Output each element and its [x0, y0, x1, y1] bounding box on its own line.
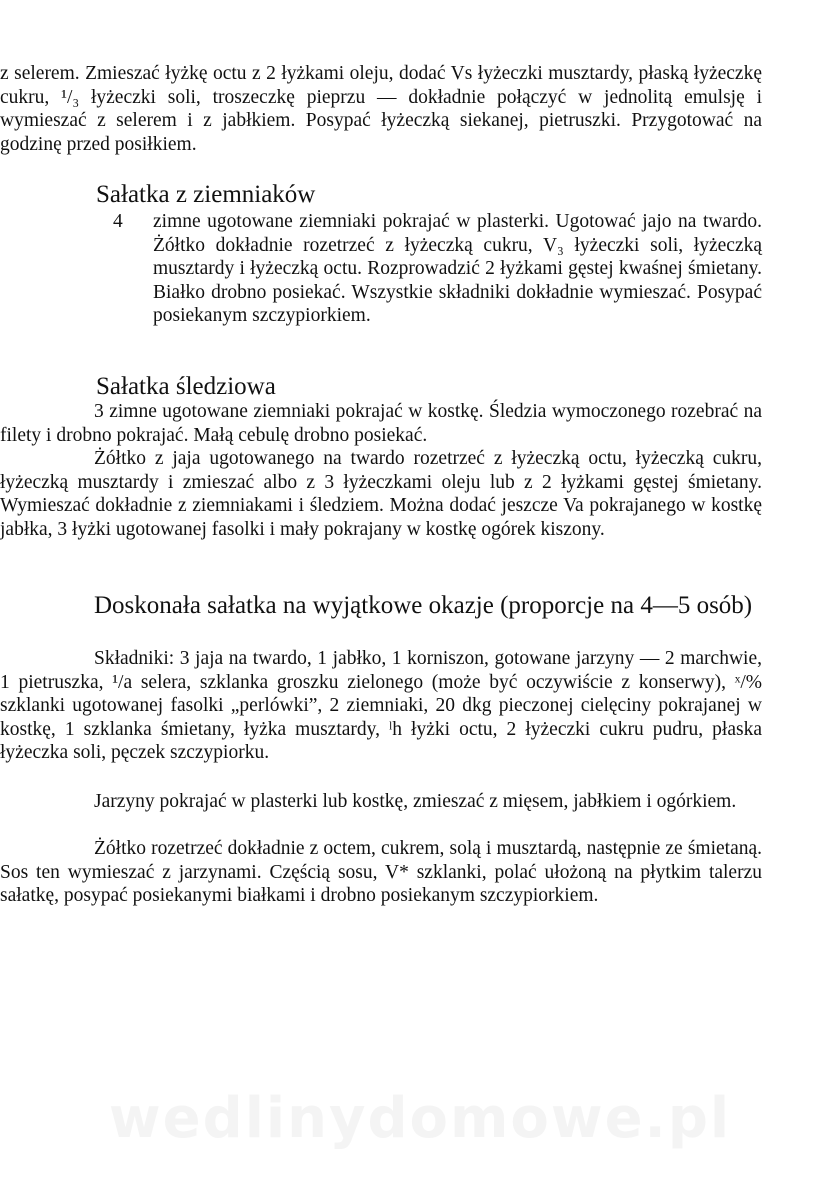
recipe-paragraph: Jarzyny pokrajać w plasterki lub kostkę, zmieszać z mięsem, jabłkiem i ogórkiem.	[94, 791, 737, 812]
recipe-paragraph: Żółtko rozetrzeć dokładnie z octem, cukrem, solą i musztardą, następnie ze śmietaną. Sos ten wymieszać z jarzynami. Częścią sosu, V* szklanki, polać ułożoną na płytkim talerzu sałatkę, posypać posiekanymi białkami i drobno posiekanym szczypiorkiem.	[0, 838, 762, 906]
recipe-title: Sałatka śledziowa	[96, 373, 276, 400]
intro-paragraph	[0, 62, 762, 156]
recipe-paragraph: Składniki: 3 jaja na twardo, 1 jabłko, 1 korniszon, gotowane jarzyny — 2 marchwie, 1 pietruszka, ¹/a selera, szklanka groszku zielonego (może być oczywiście z konserwy), ˣ/% szklanki ugotowanej fasolki „perlówki”, 2 ziemniaki, 20 dkg pieczonej cielęciny pokrajanej w kostkę, 1 szklanka śmietany, łyżka musztardy, ˡh łyżki octu, 2 łyżeczki cukru pudru, płaska łyżeczka soli, pęczek szczypiorku.	[0, 648, 762, 763]
recipe-quantity-number: 4	[113, 211, 123, 232]
recipe-paragraph: Żółtko z jaja ugotowanego na twardo rozetrzeć z łyżeczką octu, łyżeczką cukru, łyżeczką musztardy i zmieszać albo z 3 łyżeczkami oleju lub z 2 łyżkami gęstej śmietany. Wymieszać dokładnie z ziemniakami i śledziem. Można dodać jeszcze Va pokrajanego w kostkę jabłka, 3 łyżki ugotowanej fasolki i mały pokrajany w kostkę ogórek kiszony.	[0, 448, 762, 540]
recipe-title: Sałatka z ziemniaków	[96, 181, 316, 208]
watermark: wedlinydomowe.pl	[108, 1086, 732, 1151]
recipe-paragraph: zimne ugotowane ziemniaki pokrajać w plasterki. Ugotować jajo na twardo. Żółtko dokładnie rozetrzeć z łyżeczką cukru, V₃ łyżeczki soli, łyżeczką musztardy i łyżeczką octu. Rozprowadzić 2 łyżkami gęstej kwaśnej śmietany. Białko drobno posiekać. Wszystkie składniki dokładnie wymieszać. Posypać posiekanym szczypiorkiem.	[153, 211, 762, 326]
recipe-paragraph: 3 zimne ugotowane ziemniaki pokrajać w kostkę. Śledzia wymoczonego rozebrać na filety i drobno pokrajać. Małą cebulę drobno posiekać.	[0, 401, 762, 446]
intro-text-line1: z selerem. Zmieszać łyżkę octu z 2 łyżkami oleju, dodać Vs łyżeczki musztardy, płaską łyżeczkę cukru, ¹/₃ łyżeczki soli, troszeczkę pieprzu — dokładnie połączyć w jednolitą emulsję i wymieszać z selerem i z jabłkiem. Posypać łyżeczką siekanej, pietruszki. Przygotować na godzinę przed posiłkiem.	[0, 63, 762, 155]
recipe-title: Doskonała sałatka na wyjątkowe okazje (proporcje na 4—5 osób)	[94, 592, 753, 619]
